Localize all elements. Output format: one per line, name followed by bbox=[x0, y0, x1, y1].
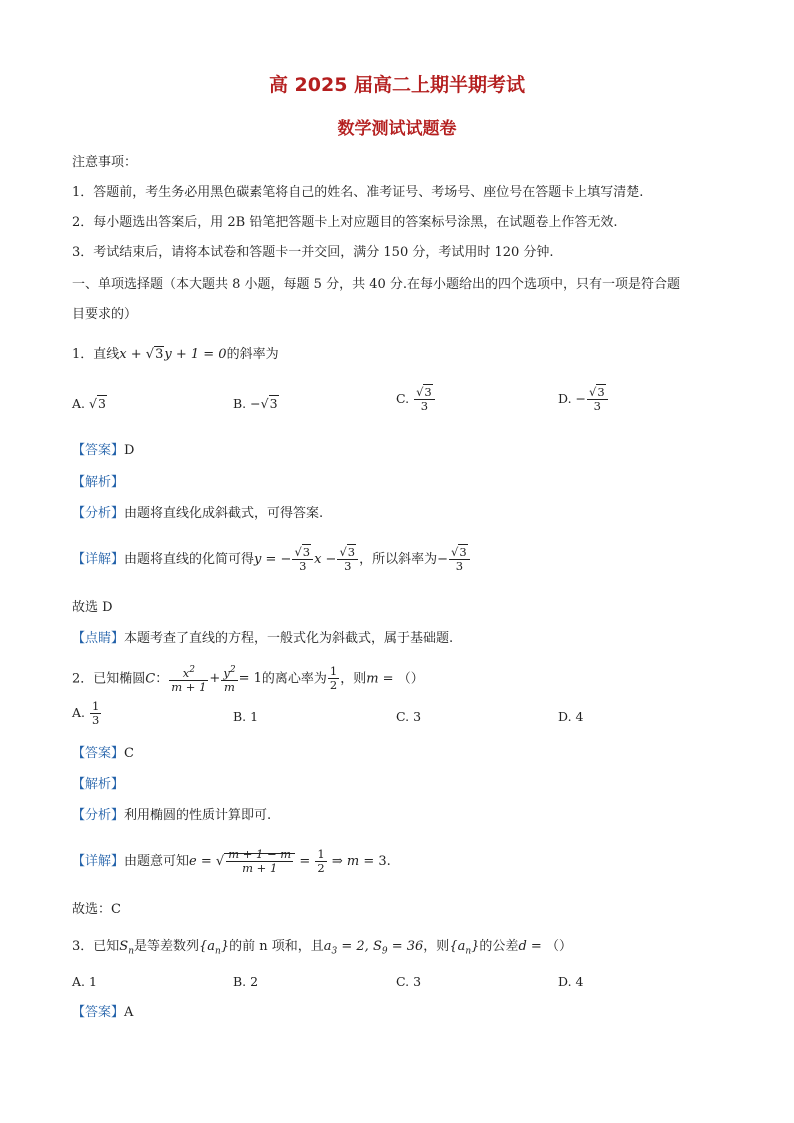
q2-option-a: A. $\frac{1}{3}$ bbox=[72, 699, 100, 727]
q1-option-d: D. − $\frac{√3}{3}$ bbox=[558, 386, 609, 413]
q2-option-b: B. 1 bbox=[233, 709, 259, 724]
q3-option-a: A. 1 bbox=[72, 974, 97, 989]
section-1-heading-cont: 目要求的） bbox=[72, 307, 138, 322]
q2-option-c: C. 3 bbox=[396, 709, 422, 724]
q3-option-d: D. 4 bbox=[558, 974, 584, 989]
q1-analysis-tag: 【解析】 bbox=[72, 475, 125, 490]
question-1-stem bbox=[72, 346, 279, 364]
q1-conclusion: 故选 D bbox=[72, 600, 113, 615]
q3-answer: 【答案】A bbox=[72, 1005, 134, 1020]
q1-option-a: A. √3 bbox=[72, 396, 106, 411]
q1-suffix: 的斜率为 bbox=[226, 347, 279, 362]
section-1-heading: 一、单项选择题（本大题共 8 小题，每题 5 分，共 40 分.在每小题给出的四个选项中，只有一项是符合题 bbox=[72, 277, 681, 292]
q1-line-equation: x + √3y + 1 = 0 bbox=[119, 347, 227, 362]
q3-option-b: B. 2 bbox=[233, 974, 259, 989]
question-3-stem: 3．已知$S_n$是等差数列$\{a_n\}$的前 n 项和，且$a_3 = 2$, $S_9 = 36$，则$\{a_n\}$的公差d = （） bbox=[72, 939, 572, 957]
q1-answer: 【答案】D bbox=[72, 443, 135, 458]
q1-prefix: 1．直线 bbox=[72, 347, 120, 362]
q1-option-b: B. −√3 bbox=[233, 396, 278, 411]
q2-conclusion: 故选：C bbox=[72, 902, 121, 917]
q1-option-c: C. $\frac{√3}{3}$ bbox=[396, 386, 436, 413]
notice-item-1: 1．答题前，考生务必用黑色碳素笔将自己的姓名、准考证号、考场号、座位号在答题卡上填写清楚. bbox=[72, 185, 644, 200]
q2-detail: 【详解】由题意可知e = √ $\frac{m + 1 - m}{m + 1}$ = $\frac{1}{2}$ ⇒ m = 3. bbox=[72, 847, 391, 875]
notice-item-2: 2．每小题选出答案后，用 2B 铅笔把答题卡上对应题目的答案标号涂黑，在试题卷上作答无效. bbox=[72, 215, 618, 230]
q2-analysis-tag: 【解析】 bbox=[72, 777, 125, 792]
q1-comment: 【点睛】本题考查了直线的方程，一般式化为斜截式，属于基础题. bbox=[72, 631, 454, 646]
q2-fenxi: 【分析】利用椭圆的性质计算即可. bbox=[72, 808, 272, 823]
exam-title: 高 2025 届高二上期半期考试 bbox=[268, 74, 526, 96]
exam-subtitle: 数学测试试题卷 bbox=[337, 119, 457, 139]
q1-detail: 【详解】由题将直线的化简可得y = − $\frac{√3}{3}$ x − $\frac{√3}{3}$ ，所以斜率为− $\frac{√3}{3}$ bbox=[72, 546, 471, 573]
q1-fenxi: 【分析】由题将直线化成斜截式，可得答案. bbox=[72, 506, 324, 521]
question-2-stem: 2．已知椭圆C： $\frac{x^2}{m + 1}$ + $\frac{y^2}{m}$ = 1的离心率为 $\frac{1}{2}$ ，则m = （） bbox=[72, 664, 424, 694]
notice-heading: 注意事项： bbox=[72, 155, 138, 170]
q3-option-c: C. 3 bbox=[396, 974, 422, 989]
q2-option-d: D. 4 bbox=[558, 709, 584, 724]
notice-item-3: 3．考试结束后，请将本试卷和答题卡一并交回，满分 150 分，考试用时 120 分钟. bbox=[72, 245, 554, 260]
q2-answer: 【答案】C bbox=[72, 746, 134, 761]
